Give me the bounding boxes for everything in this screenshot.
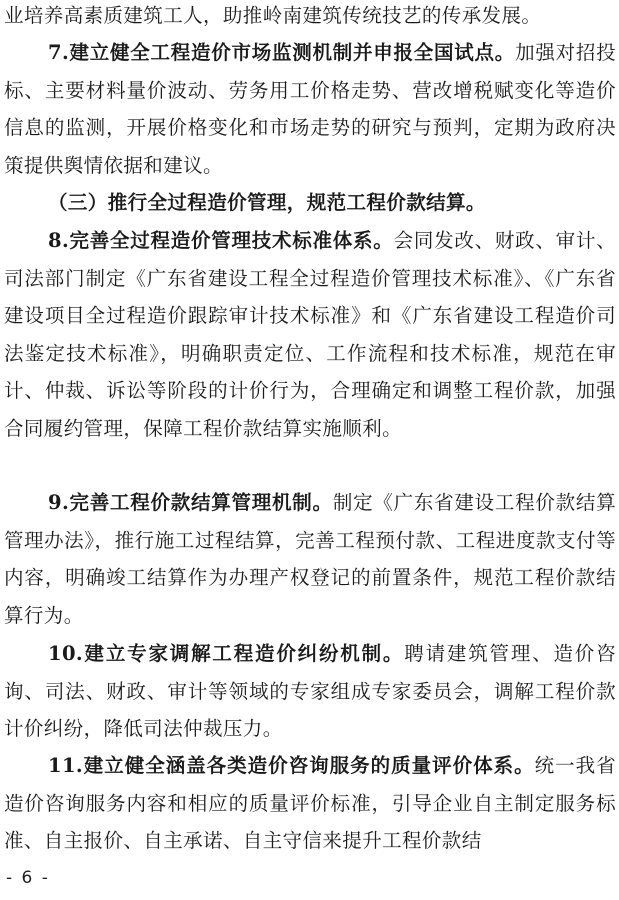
paragraph-item-7 bbox=[4, 34, 616, 184]
section-3-heading: （三）推行全过程造价管理，规范工程价款结算。 bbox=[48, 191, 486, 214]
item-10-body: 聘请建筑管理、造价咨询、司法、财政、审计等领域的专家组成专家委员会，调解工程价款计价纠纷，降低司法仲裁压力。 bbox=[4, 642, 616, 740]
item-10-lead: 10.建立专家调解工程造价纠纷机制。 bbox=[48, 642, 405, 665]
intro-tail-text: 业培养高素质建筑工人，助推岭南建筑传统技艺的传承发展。 bbox=[4, 4, 542, 27]
item-7-body: 加强对招投标、主要材料量价波动、劳务用工价格走势、营改增税赋变化等造价信息的监测，开展价格变化和市场走势的研究与预判，定期为政府决策提供舆情依据和建议。 bbox=[4, 41, 616, 177]
item-9-lead: 9.完善工程价款结算管理机制。 bbox=[48, 491, 333, 514]
paragraph-item-11 bbox=[4, 747, 616, 860]
item-8-body: 会同发改、财政、审计、司法部门制定《广东省建设工程全过程造价管理技术标准》、《广东省建设项目全过程造价跟踪审计技术标准》和《广东省建设工程造价司法鉴定技术标准》，明确职责定位、工作流程和技术标准，规范在审计、仲裁、诉讼等阶段的计价行为，合理确定和调整工程价款，加强合同履约管理，保障工程价款结算实施顺利。 bbox=[4, 229, 616, 440]
paragraph-item-9 bbox=[4, 484, 616, 634]
item-9-body: 制定《广东省建设工程价款结算管理办法》，推行施工过程结算，完善工程预付款、工程进度款支付等内容，明确竣工结算作为办理产权登记的前置条件，规范工程价款结算行为。 bbox=[4, 491, 617, 627]
paragraph-item-8 bbox=[4, 222, 616, 447]
item-11-lead: 11.建立健全涵盖各类造价咨询服务的质量评价体系。 bbox=[48, 754, 535, 777]
item-8-lead: 8.完善全过程造价管理技术标准体系。 bbox=[48, 229, 394, 252]
page-number: - 6 - bbox=[6, 868, 50, 888]
paragraph-item-10 bbox=[4, 635, 616, 748]
paragraph-intro-tail bbox=[4, 0, 616, 35]
item-7-lead: 7.建立健全工程造价市场监测机制并申报全国试点。 bbox=[48, 41, 516, 64]
item-11-body: 统一我省造价咨询服务内容和相应的质量评价标准，引导企业自主制定服务标准、自主报价、自主承诺、自主守信来提升工程价款结 bbox=[4, 754, 616, 852]
